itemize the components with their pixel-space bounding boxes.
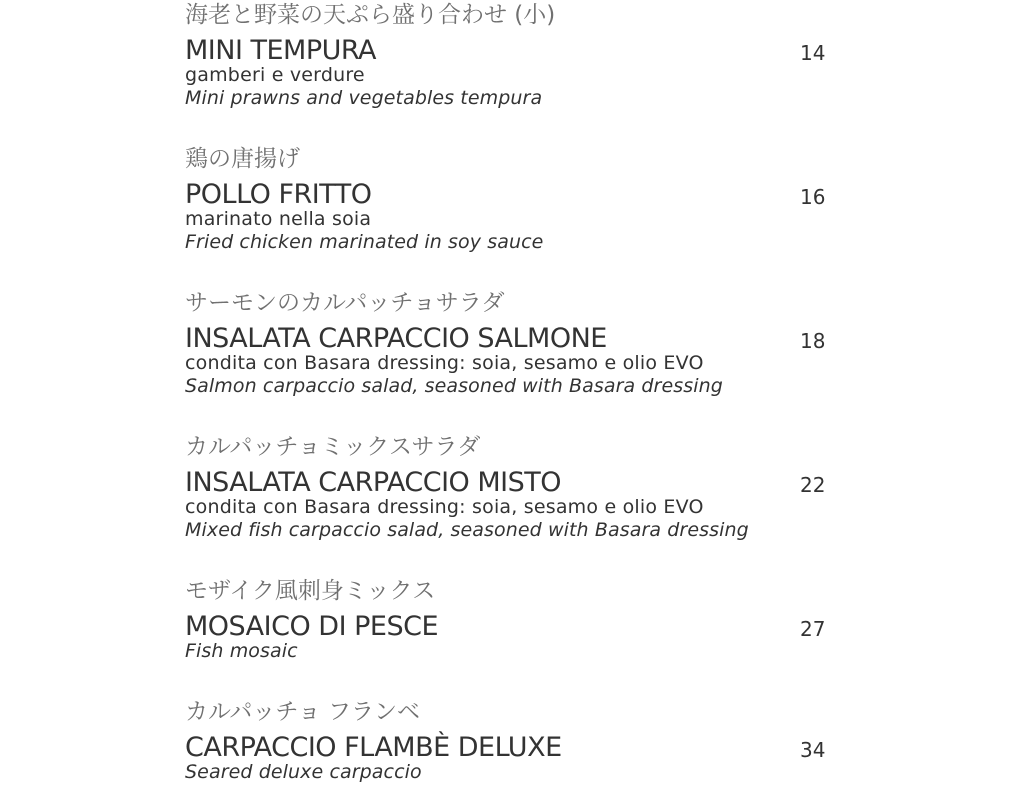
italian-description: marinato nella soia	[185, 208, 372, 230]
menu-item	[185, 432, 835, 541]
dish-price: 27	[800, 617, 826, 641]
dish-name: CARPACCIO FLAMBÈ DELUXE	[185, 732, 562, 763]
italian-description: gamberi e verdure	[185, 64, 365, 86]
italian-description: condita con Basara dressing: soia, sesamo e olio EVO	[185, 496, 704, 518]
menu-item	[185, 288, 835, 397]
japanese-name: 海老と野菜の天ぷら盛り合わせ (小)	[185, 2, 556, 28]
italian-description: condita con Basara dressing: soia, sesamo e olio EVO	[185, 352, 704, 374]
menu-item	[185, 576, 835, 662]
dish-price: 22	[800, 473, 826, 497]
english-description: Salmon carpaccio salad, seasoned with Basara dressing	[185, 375, 723, 397]
japanese-name: カルパッチョ フランベ	[185, 699, 421, 725]
dish-price: 18	[800, 329, 826, 353]
japanese-name: サーモンのカルパッチョサラダ	[185, 290, 505, 316]
dish-name: INSALATA CARPACCIO MISTO	[185, 467, 562, 498]
menu-item	[185, 0, 835, 109]
english-description: Fish mosaic	[185, 640, 298, 662]
dish-name: POLLO FRITTO	[185, 179, 372, 210]
japanese-name: モザイク風刺身ミックス	[185, 578, 436, 604]
english-description: Seared deluxe carpaccio	[185, 761, 422, 783]
menu-item	[185, 144, 835, 253]
dish-price: 34	[800, 738, 826, 762]
english-description: Mixed fish carpaccio salad, seasoned with Basara dressing	[185, 519, 749, 541]
dish-name: MINI TEMPURA	[185, 35, 377, 66]
dish-name: INSALATA CARPACCIO SALMONE	[185, 323, 607, 354]
dish-price: 14	[800, 41, 826, 65]
dish-name: MOSAICO DI PESCE	[185, 611, 439, 642]
japanese-name: カルパッチョミックスサラダ	[185, 434, 481, 460]
japanese-name: 鶏の唐揚げ	[185, 146, 300, 172]
english-description: Fried chicken marinated in soy sauce	[185, 231, 544, 253]
english-description: Mini prawns and vegetables tempura	[185, 87, 543, 109]
menu-item	[185, 697, 835, 783]
dish-price: 16	[800, 185, 826, 209]
